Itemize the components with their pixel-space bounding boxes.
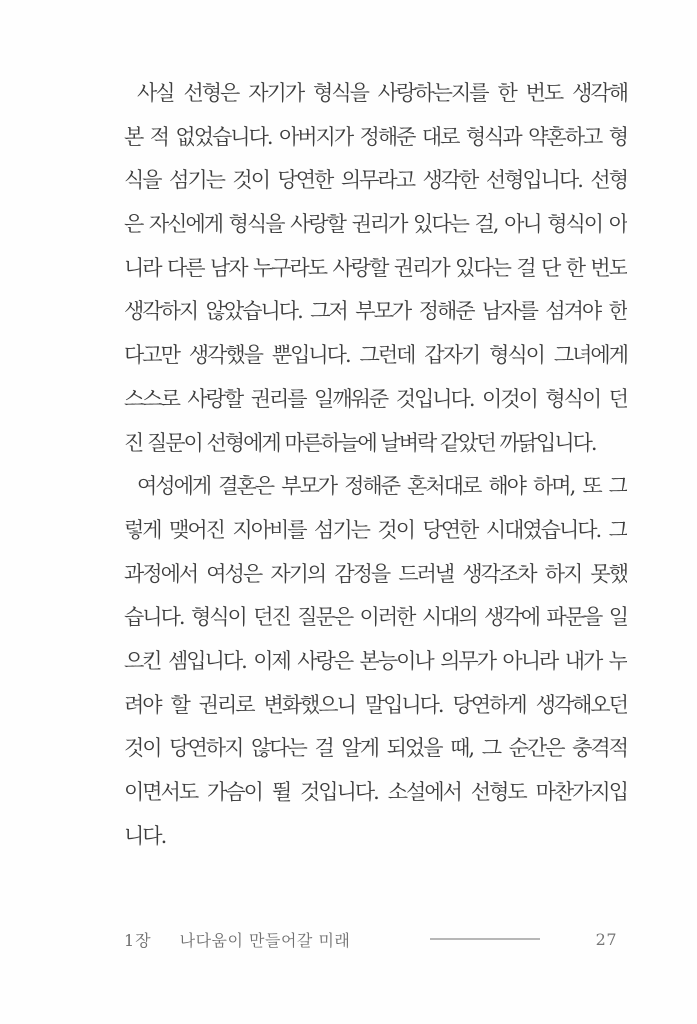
text-line: 니라 다른 남자 누구라도 사랑할 권리가 있다는 걸 단 한 번도: [124, 255, 627, 280]
body-text: [124, 72, 627, 858]
text-line: 다고만 생각했을 뿐입니다. 그런데 갑자기 형식이 그녀에게: [124, 343, 627, 368]
text-line: 진 질문이 선형에게 마른하늘에 날벼락 같았던 까닭입니다.: [124, 430, 596, 455]
text-line: 스스로 사랑할 권리를 일깨워준 것입니다. 이것이 형식이 던: [124, 386, 627, 411]
text-line: 본 적 없었습니다. 아버지가 정해준 대로 형식과 약혼하고 형: [124, 124, 627, 149]
text-line: 여성에게 결혼은 부모가 정해준 혼처대로 해야 하며, 또 그: [137, 474, 627, 499]
text-line: 사실 선형은 자기가 형식을 사랑하는지를 한 번도 생각해: [137, 81, 627, 105]
text-line: 과정에서 여성은 자기의 감정을 드러낼 생각조차 하지 못했: [124, 561, 627, 586]
text-line: 니다.: [124, 823, 166, 848]
text-line: 려야 할 권리로 변화했으니 말입니다. 당연하게 생각해오던: [124, 692, 627, 717]
text-line: 이면서도 가슴이 뛸 것입니다. 소설에서 선형도 마찬가지입: [124, 780, 627, 804]
text-line: 은 자신에게 형식을 사랑할 권리가 있다는 걸, 아니 형식이 아: [124, 212, 627, 237]
text-line: 으킨 셈입니다. 이제 사랑은 본능이나 의무가 아니라 내가 누: [124, 648, 627, 673]
text-line: 것이 당연하지 않다는 걸 알게 되었을 때, 그 순간은 충격적: [124, 736, 627, 761]
text-line: 생각하지 않았습니다. 그저 부모가 정해준 남자를 섬겨야 한: [124, 299, 627, 324]
text-line: 렇게 맺어진 지아비를 섬기는 것이 당연한 시대였습니다. 그: [124, 517, 627, 542]
page-footer: [124, 928, 627, 950]
chapter-title: 나다움이 만들어갈 미래: [179, 930, 351, 950]
footer-divider-line: [430, 938, 540, 940]
page-number: 27: [595, 929, 617, 949]
text-line: 습니다. 형식이 던진 질문은 이러한 시대의 생각에 파문을 일: [124, 605, 627, 630]
chapter-number: 1장: [124, 930, 152, 950]
text-line: 식을 섬기는 것이 당연한 의무라고 생각한 선형입니다. 선형: [124, 168, 627, 193]
